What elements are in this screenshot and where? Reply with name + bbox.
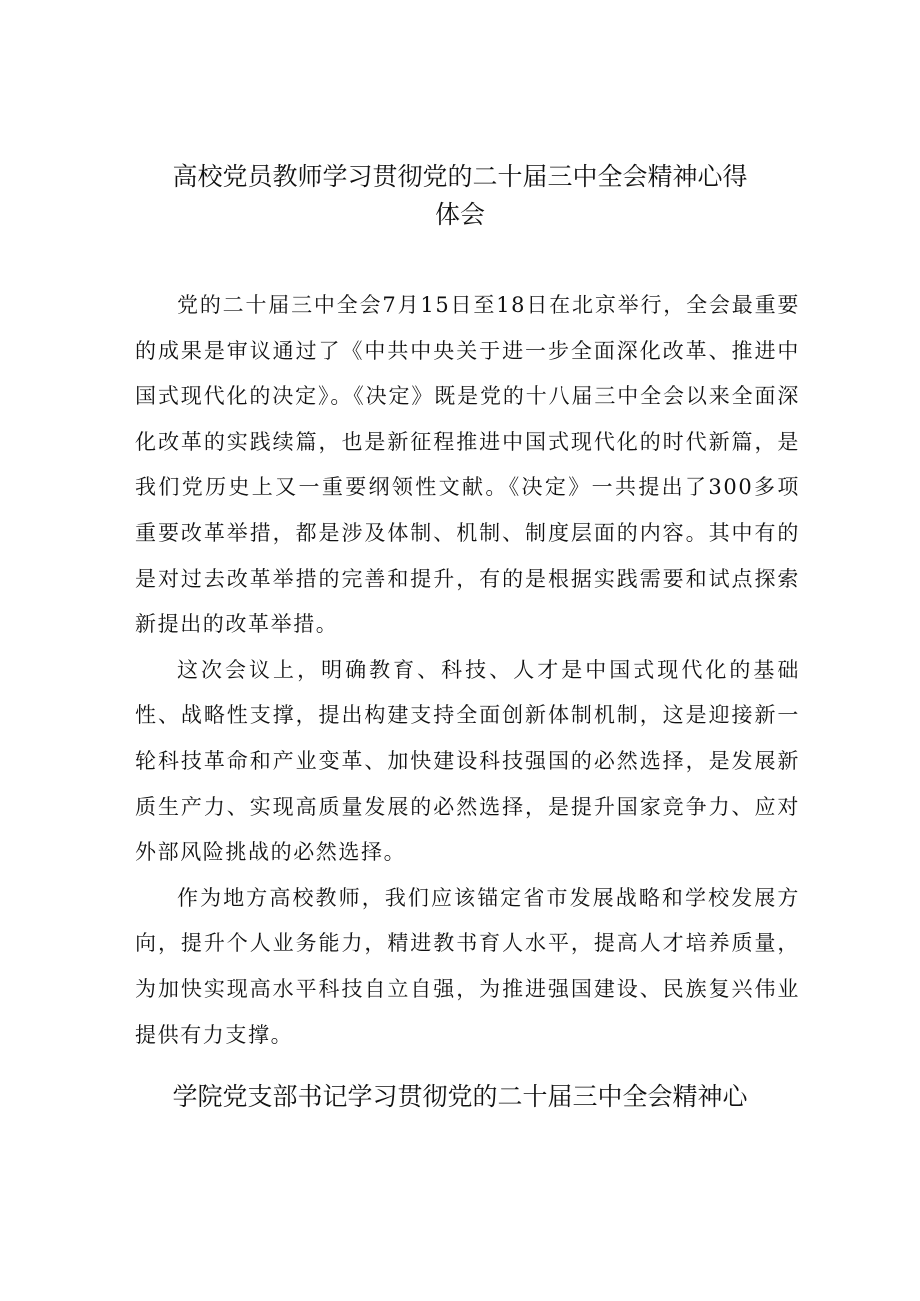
document-title [130,158,790,234]
document-title-line-2: 体会 [434,200,485,229]
paragraph-2: 这次会议上，明确教育、科技、人才是中国式现代化的基础性、战略性支撑，提出构建支持全面创新体制机制，这是迎接新一轮科技革命和产业变革、加快建设科技强国的必然选择，是发展新质生产力、实现高质量发展的必然选择，是提升国家竞争力、应对外部风险挑战的必然选择。 [135,657,800,865]
document-body [135,283,800,1058]
paragraph-3: 作为地方高校教师，我们应该锚定省市发展战略和学校发展方向，提升个人业务能力，精进教书育人水平，提高人才培养质量，为加快实现高水平科技自立自强，为推进强国建设、民族复兴伟业提供有力支撑。 [135,885,800,1047]
document-title-line-1: 高校党员教师学习贯彻党的二十届三中全会精神心得 [172,162,748,191]
next-section-title: 学院党支部书记学习贯彻党的二十届三中全会精神心 [172,1082,748,1111]
paragraph-1: 党的二十届三中全会7月15日至18日在北京举行，全会最重要的成果是审议通过了《中共中央关于进一步全面深化改革、推进中国式现代化的决定》。《决定》既是党的十八届三中全会以来全面深化改革的实践续篇，也是新征程推进中国式现代化的时代新篇，是我们党历史上又一重要纲领性文献。《决定》一共提出了300多项重要改革举措，都是涉及体制、机制、制度层面的内容。其中有的是对过去改革举措的完善和提升，有的是根据实践需要和试点探索新提出的改革举措。 [135,293,800,637]
